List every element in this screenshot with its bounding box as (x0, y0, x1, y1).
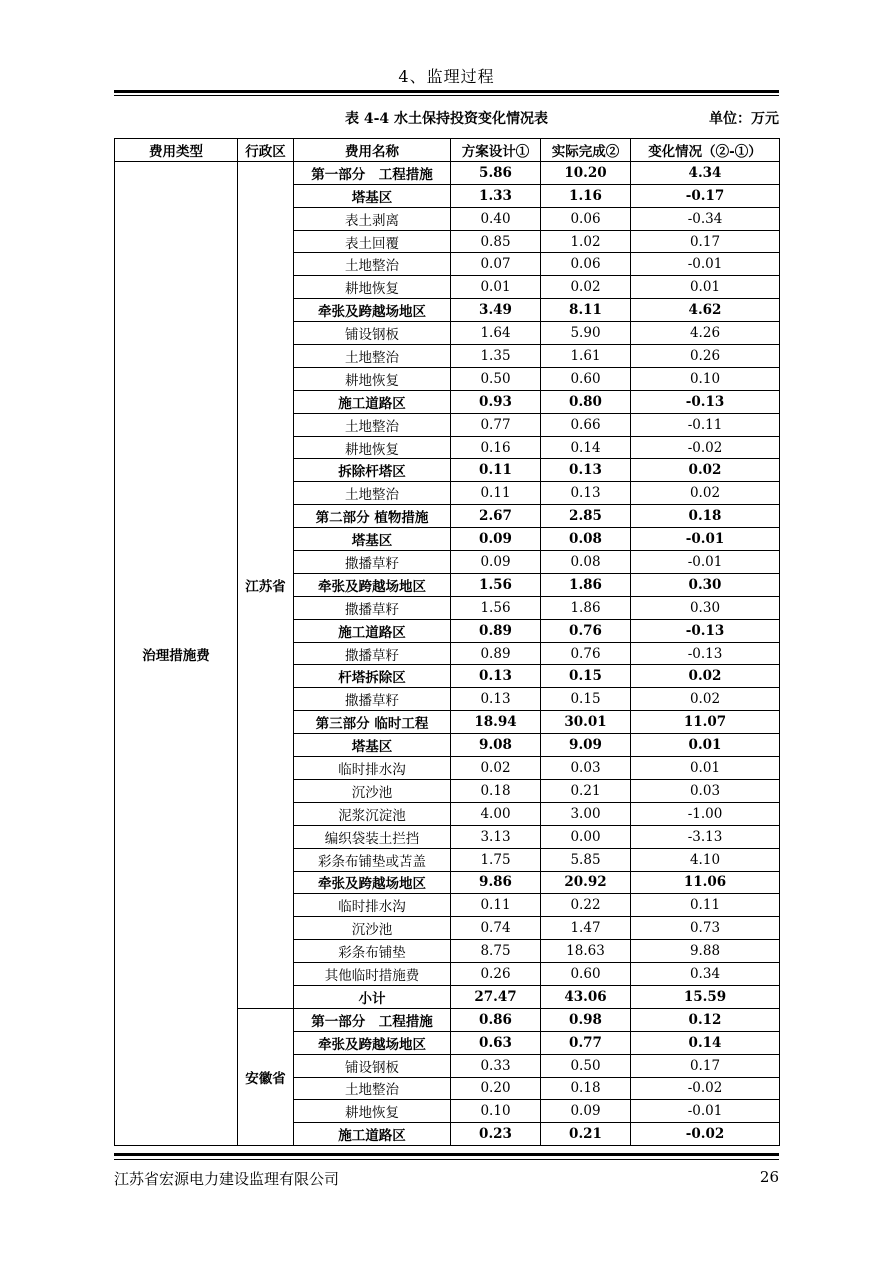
fee-name-cell: 撒播草籽 (294, 642, 451, 665)
planned-value-cell: 1.33 (451, 184, 541, 207)
planned-value-cell: 0.93 (451, 390, 541, 413)
actual-value-cell: 0.66 (541, 413, 631, 436)
fee-name-cell: 塔基区 (294, 184, 451, 207)
change-value-cell: -0.01 (631, 1100, 780, 1123)
planned-value-cell: 0.26 (451, 963, 541, 986)
table-unit: 单位：万元 (709, 111, 779, 127)
actual-value-cell: 0.21 (541, 779, 631, 802)
table-header-row (115, 139, 780, 162)
planned-value-cell: 0.10 (451, 1100, 541, 1123)
planned-value-cell: 0.13 (451, 665, 541, 688)
planned-value-cell: 27.47 (451, 985, 541, 1008)
fee-name-cell: 沉沙池 (294, 779, 451, 802)
change-value-cell: 0.10 (631, 367, 780, 390)
actual-value-cell: 5.90 (541, 322, 631, 345)
header-rule-thick (114, 90, 779, 93)
actual-value-cell: 0.50 (541, 1054, 631, 1077)
planned-value-cell: 1.35 (451, 345, 541, 368)
fee-name-cell: 编织袋装土拦挡 (294, 825, 451, 848)
change-value-cell: 0.26 (631, 345, 780, 368)
planned-value-cell: 3.13 (451, 825, 541, 848)
fee-name-cell: 第一部分 工程措施 (294, 161, 451, 184)
fee-name-cell: 撒播草籽 (294, 551, 451, 574)
planned-value-cell: 1.56 (451, 596, 541, 619)
actual-value-cell: 0.06 (541, 207, 631, 230)
fee-name-cell: 塔基区 (294, 734, 451, 757)
actual-value-cell: 1.61 (541, 345, 631, 368)
planned-value-cell: 2.67 (451, 505, 541, 528)
fee-name-cell: 其他临时措施费 (294, 963, 451, 986)
actual-value-cell: 1.16 (541, 184, 631, 207)
change-value-cell: 0.73 (631, 917, 780, 940)
planned-value-cell: 0.11 (451, 482, 541, 505)
fee-name-cell: 临时排水沟 (294, 894, 451, 917)
fee-name-cell: 第二部分 植物措施 (294, 505, 451, 528)
change-value-cell: 0.34 (631, 963, 780, 986)
actual-value-cell: 0.08 (541, 528, 631, 551)
fee-name-cell: 耕地恢复 (294, 367, 451, 390)
actual-value-cell: 0.15 (541, 688, 631, 711)
change-value-cell: -0.13 (631, 390, 780, 413)
fee-name-cell: 土地整治 (294, 1077, 451, 1100)
planned-value-cell: 0.23 (451, 1123, 541, 1146)
actual-value-cell: 0.76 (541, 619, 631, 642)
planned-value-cell: 0.13 (451, 688, 541, 711)
fee-name-cell: 表土剥离 (294, 207, 451, 230)
change-value-cell: 0.18 (631, 505, 780, 528)
change-value-cell: 0.01 (631, 734, 780, 757)
fee-name-cell: 拆除杆塔区 (294, 459, 451, 482)
change-value-cell: 0.11 (631, 894, 780, 917)
actual-value-cell: 0.06 (541, 253, 631, 276)
col-header-actual: 实际完成② (541, 139, 631, 162)
change-value-cell: -0.17 (631, 184, 780, 207)
actual-value-cell: 0.08 (541, 551, 631, 574)
change-value-cell: -1.00 (631, 802, 780, 825)
change-value-cell: -0.01 (631, 551, 780, 574)
actual-value-cell: 5.85 (541, 848, 631, 871)
col-header-region: 行政区 (238, 139, 294, 162)
fee-name-cell: 土地整治 (294, 345, 451, 368)
planned-value-cell: 1.64 (451, 322, 541, 345)
change-value-cell: 4.10 (631, 848, 780, 871)
actual-value-cell: 0.02 (541, 276, 631, 299)
change-value-cell: -3.13 (631, 825, 780, 848)
change-value-cell: 9.88 (631, 940, 780, 963)
planned-value-cell: 0.16 (451, 436, 541, 459)
fee-name-cell: 撒播草籽 (294, 596, 451, 619)
change-value-cell: 0.17 (631, 1054, 780, 1077)
fee-name-cell: 耕地恢复 (294, 1100, 451, 1123)
header-rule-thin (114, 95, 779, 96)
change-value-cell: -0.13 (631, 642, 780, 665)
actual-value-cell: 3.00 (541, 802, 631, 825)
planned-value-cell: 4.00 (451, 802, 541, 825)
planned-value-cell: 0.11 (451, 894, 541, 917)
fee-name-cell: 耕地恢复 (294, 436, 451, 459)
change-value-cell: 15.59 (631, 985, 780, 1008)
fee-name-cell: 土地整治 (294, 253, 451, 276)
change-value-cell: -0.34 (631, 207, 780, 230)
actual-value-cell: 0.03 (541, 757, 631, 780)
planned-value-cell: 8.75 (451, 940, 541, 963)
fee-name-cell: 施工道路区 (294, 1123, 451, 1146)
region-cell-anhui: 安徽省 (238, 1008, 294, 1145)
planned-value-cell: 18.94 (451, 711, 541, 734)
footer-company: 江苏省宏源电力建设监理有限公司 (114, 1170, 340, 1188)
change-value-cell: -0.02 (631, 436, 780, 459)
actual-value-cell: 2.85 (541, 505, 631, 528)
actual-value-cell: 0.60 (541, 367, 631, 390)
investment-change-table (114, 138, 780, 1146)
actual-value-cell: 0.77 (541, 1031, 631, 1054)
planned-value-cell: 0.11 (451, 459, 541, 482)
change-value-cell: 0.30 (631, 596, 780, 619)
fee-name-cell: 耕地恢复 (294, 276, 451, 299)
planned-value-cell: 0.85 (451, 230, 541, 253)
fee-name-cell: 撒播草籽 (294, 688, 451, 711)
actual-value-cell: 0.60 (541, 963, 631, 986)
actual-value-cell: 10.20 (541, 161, 631, 184)
actual-value-cell: 1.02 (541, 230, 631, 253)
actual-value-cell: 0.09 (541, 1100, 631, 1123)
page-header-title: 4、监理过程 (398, 67, 495, 86)
change-value-cell: 4.62 (631, 299, 780, 322)
fee-name-cell: 小计 (294, 985, 451, 1008)
actual-value-cell: 1.86 (541, 596, 631, 619)
change-value-cell: 0.30 (631, 573, 780, 596)
footer-page-number: 26 (759, 1168, 779, 1186)
planned-value-cell: 5.86 (451, 161, 541, 184)
change-value-cell: 0.02 (631, 665, 780, 688)
planned-value-cell: 0.07 (451, 253, 541, 276)
col-header-fee-name: 费用名称 (294, 139, 451, 162)
change-value-cell: -0.02 (631, 1077, 780, 1100)
change-value-cell: 0.02 (631, 688, 780, 711)
change-value-cell: 0.03 (631, 779, 780, 802)
table-title: 表 4-4 水土保持投资变化情况表 (344, 111, 549, 127)
fee-name-cell: 施工道路区 (294, 390, 451, 413)
planned-value-cell: 1.56 (451, 573, 541, 596)
change-value-cell: -0.11 (631, 413, 780, 436)
fee-name-cell: 施工道路区 (294, 619, 451, 642)
table-body (115, 161, 780, 1145)
planned-value-cell: 0.50 (451, 367, 541, 390)
planned-value-cell: 9.86 (451, 871, 541, 894)
planned-value-cell: 1.75 (451, 848, 541, 871)
table-caption (114, 108, 779, 128)
actual-value-cell: 0.15 (541, 665, 631, 688)
fee-name-cell: 铺设钢板 (294, 322, 451, 345)
actual-value-cell: 9.09 (541, 734, 631, 757)
change-value-cell: -0.02 (631, 1123, 780, 1146)
change-value-cell: 0.12 (631, 1008, 780, 1031)
fee-name-cell: 牵张及跨越场地区 (294, 1031, 451, 1054)
actual-value-cell: 20.92 (541, 871, 631, 894)
fee-name-cell: 铺设钢板 (294, 1054, 451, 1077)
change-value-cell: -0.01 (631, 253, 780, 276)
table-row (115, 161, 780, 184)
region-cell-jiangsu: 江苏省 (238, 161, 294, 1008)
fee-name-cell: 泥浆沉淀池 (294, 802, 451, 825)
actual-value-cell: 0.98 (541, 1008, 631, 1031)
actual-value-cell: 0.21 (541, 1123, 631, 1146)
fee-name-cell: 杆塔拆除区 (294, 665, 451, 688)
actual-value-cell: 0.14 (541, 436, 631, 459)
actual-value-cell: 30.01 (541, 711, 631, 734)
col-header-fee-type: 费用类型 (115, 139, 238, 162)
change-value-cell: 4.26 (631, 322, 780, 345)
actual-value-cell: 0.80 (541, 390, 631, 413)
planned-value-cell: 0.40 (451, 207, 541, 230)
actual-value-cell: 0.22 (541, 894, 631, 917)
fee-name-cell: 牵张及跨越场地区 (294, 871, 451, 894)
fee-name-cell: 土地整治 (294, 413, 451, 436)
change-value-cell: 4.34 (631, 161, 780, 184)
actual-value-cell: 43.06 (541, 985, 631, 1008)
planned-value-cell: 0.33 (451, 1054, 541, 1077)
fee-name-cell: 表土回覆 (294, 230, 451, 253)
fee-name-cell: 牵张及跨越场地区 (294, 299, 451, 322)
fee-name-cell: 彩条布铺垫或苫盖 (294, 848, 451, 871)
planned-value-cell: 0.77 (451, 413, 541, 436)
planned-value-cell: 0.74 (451, 917, 541, 940)
actual-value-cell: 1.47 (541, 917, 631, 940)
fee-name-cell: 彩条布铺垫 (294, 940, 451, 963)
col-header-change: 变化情况（②-①） (631, 139, 780, 162)
fee-name-cell: 临时排水沟 (294, 757, 451, 780)
change-value-cell: 0.01 (631, 276, 780, 299)
change-value-cell: 11.06 (631, 871, 780, 894)
fee-name-cell: 第三部分 临时工程 (294, 711, 451, 734)
planned-value-cell: 0.63 (451, 1031, 541, 1054)
planned-value-cell: 3.49 (451, 299, 541, 322)
change-value-cell: 0.02 (631, 482, 780, 505)
change-value-cell: 0.14 (631, 1031, 780, 1054)
planned-value-cell: 0.09 (451, 528, 541, 551)
fee-name-cell: 塔基区 (294, 528, 451, 551)
planned-value-cell: 9.08 (451, 734, 541, 757)
actual-value-cell: 8.11 (541, 299, 631, 322)
change-value-cell: 0.17 (631, 230, 780, 253)
actual-value-cell: 0.18 (541, 1077, 631, 1100)
change-value-cell: -0.01 (631, 528, 780, 551)
actual-value-cell: 0.00 (541, 825, 631, 848)
fee-name-cell: 土地整治 (294, 482, 451, 505)
actual-value-cell: 1.86 (541, 573, 631, 596)
planned-value-cell: 0.02 (451, 757, 541, 780)
fee-name-cell: 第一部分 工程措施 (294, 1008, 451, 1031)
change-value-cell: 0.01 (631, 757, 780, 780)
actual-value-cell: 18.63 (541, 940, 631, 963)
planned-value-cell: 0.89 (451, 619, 541, 642)
actual-value-cell: 0.76 (541, 642, 631, 665)
footer-rule-thin (114, 1159, 779, 1160)
fee-type-cell: 治理措施费 (115, 161, 238, 1145)
change-value-cell: -0.13 (631, 619, 780, 642)
fee-name-cell: 沉沙池 (294, 917, 451, 940)
actual-value-cell: 0.13 (541, 459, 631, 482)
planned-value-cell: 0.89 (451, 642, 541, 665)
actual-value-cell: 0.13 (541, 482, 631, 505)
planned-value-cell: 0.18 (451, 779, 541, 802)
planned-value-cell: 0.20 (451, 1077, 541, 1100)
planned-value-cell: 0.09 (451, 551, 541, 574)
planned-value-cell: 0.01 (451, 276, 541, 299)
footer-rule-thick (114, 1153, 779, 1156)
planned-value-cell: 0.86 (451, 1008, 541, 1031)
fee-name-cell: 牵张及跨越场地区 (294, 573, 451, 596)
col-header-planned: 方案设计① (451, 139, 541, 162)
change-value-cell: 11.07 (631, 711, 780, 734)
change-value-cell: 0.02 (631, 459, 780, 482)
